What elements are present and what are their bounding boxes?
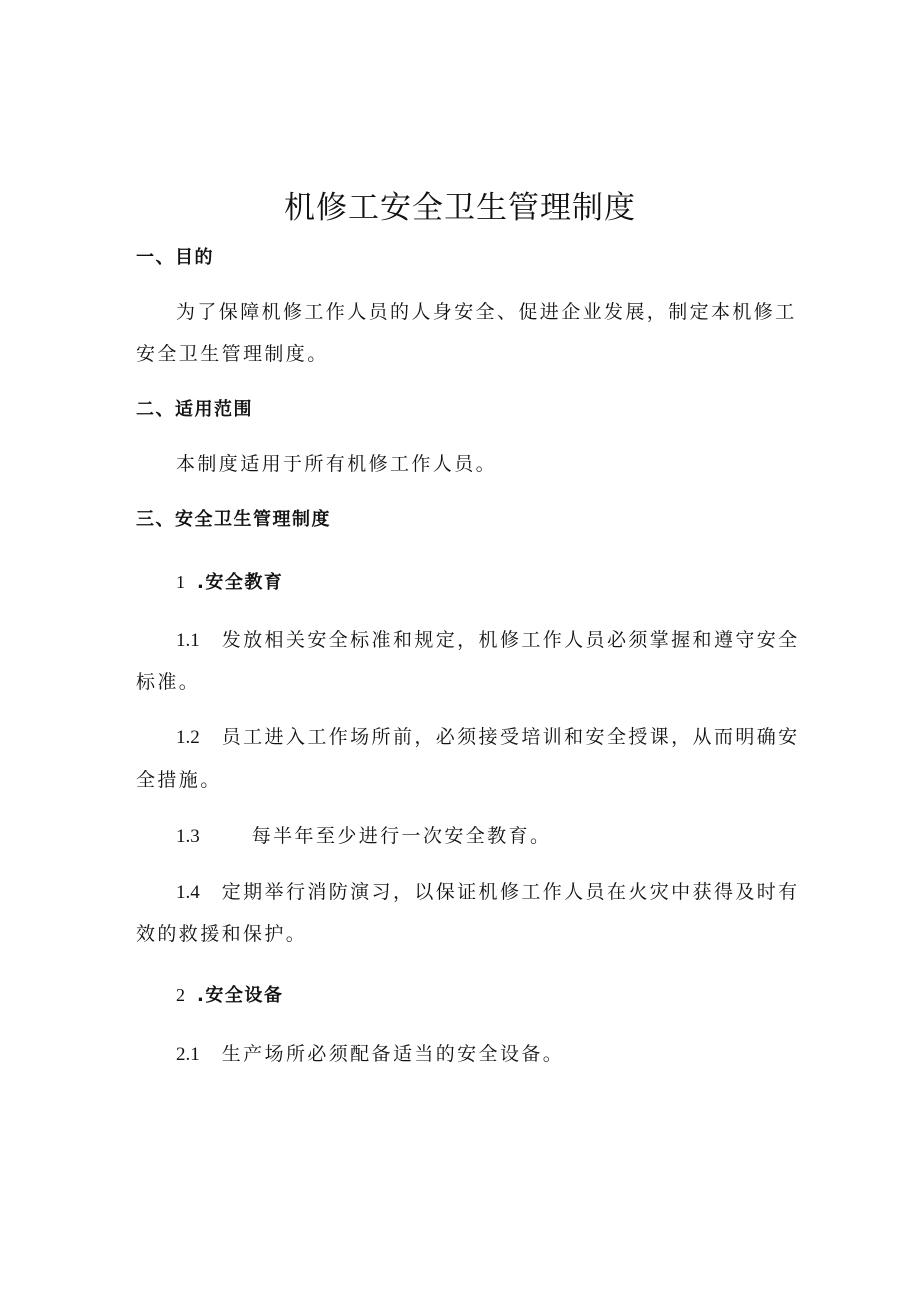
section-1-body-line-1: 为了保障机修工作人员的人身安全、促进企业发展，制定本机修工 xyxy=(176,301,797,323)
item-2-1-number: 2.1 xyxy=(176,1044,200,1065)
item-1-4-text: 定期举行消防演习，以保证机修工作人员在火灾中获得及时有 xyxy=(221,881,800,903)
subsection-1-heading xyxy=(176,570,816,595)
item-1-3-line-1 xyxy=(176,824,816,849)
item-1-1-number: 1.1 xyxy=(176,630,200,651)
item-1-2-line-1 xyxy=(176,725,816,750)
item-1-3-text: 每半年至少进行一次安全教育。 xyxy=(251,825,552,847)
item-1-1-text: 发放相关安全标准和规定，机修工作人员必须掌握和遵守安全 xyxy=(221,629,800,651)
subsection-1-number: 1 xyxy=(176,572,185,592)
item-1-4-line-1 xyxy=(176,880,816,905)
item-2-1-text: 生产场所必须配备适当的安全设备。 xyxy=(221,1043,565,1065)
subsection-1-title: .安全教育 xyxy=(197,572,284,593)
item-1-2-text: 员工进入工作场所前，必须接受培训和安全授课，从而明确安 xyxy=(221,726,800,748)
item-1-4-line-2: 效的救援和保护。 xyxy=(136,923,308,945)
section-2-heading: 二、适用范围 xyxy=(136,399,253,420)
subsection-2-title: .安全设备 xyxy=(197,985,284,1006)
item-1-3-number: 1.3 xyxy=(176,826,200,847)
section-1-heading: 一、目的 xyxy=(136,247,214,268)
section-2-body: 本制度适用于所有机修工作人员。 xyxy=(176,453,498,475)
document-title: 机修工安全卫生管理制度 xyxy=(284,190,636,226)
section-3-heading: 三、安全卫生管理制度 xyxy=(136,509,331,530)
item-1-1-line-1 xyxy=(176,628,816,653)
item-1-4-number: 1.4 xyxy=(176,882,200,903)
item-1-2-number: 1.2 xyxy=(176,727,200,748)
item-2-1-line-1 xyxy=(176,1042,816,1067)
subsection-2-heading xyxy=(176,983,816,1008)
subsection-2-number: 2 xyxy=(176,985,185,1005)
section-1-body-line-2: 安全卫生管理制度。 xyxy=(136,343,329,365)
item-1-2-line-2: 全措施。 xyxy=(136,769,222,791)
item-1-1-line-2: 标准。 xyxy=(136,671,201,693)
